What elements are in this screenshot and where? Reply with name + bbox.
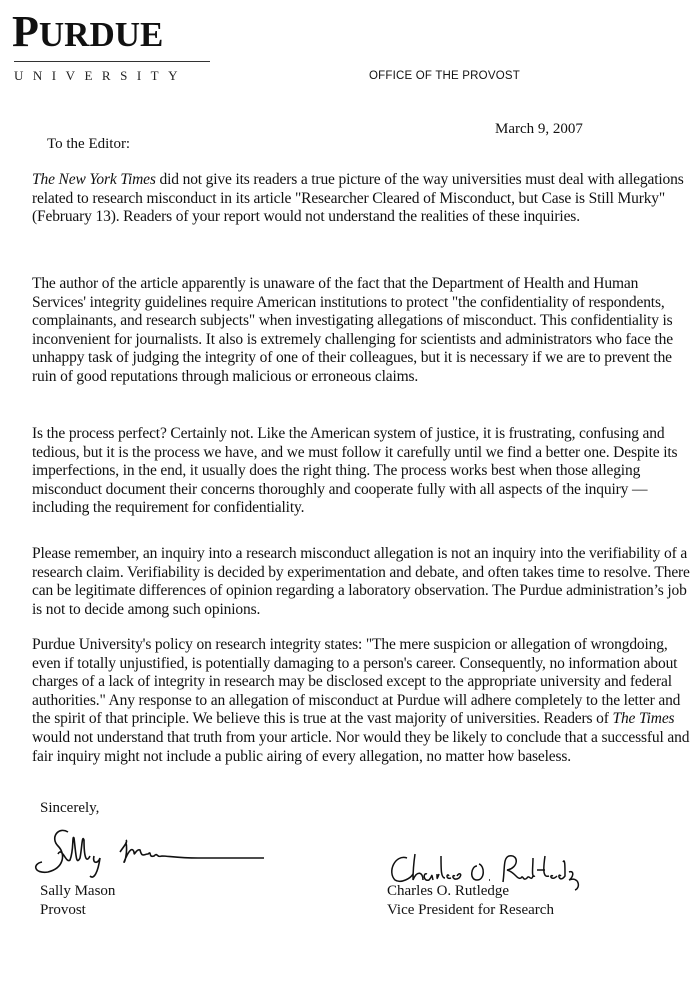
signer-title: Vice President for Research [387,902,554,918]
salutation: To the Editor: [47,136,131,152]
paragraph-1 [32,171,692,227]
paragraph-2: The author of the article apparently is unaware of the fact that the Department of Health and Human Services' integrity guidelines require American institutions to protect "the confidentiality of respondents, complainants, and research subjects" when investigating allegations of misconduct. This confidentiality is inconvenient for journalists. It also is extremely challenging for scientists and administrators who face the unhappy task of judging the integrity of one of their colleagues, but it is necessary if we are to prevent the ruin of good reputations through malicious or erroneous claims. [32,275,673,385]
signature-sally-mason [28,824,268,884]
logo-rest: URDUE [38,15,164,54]
signer-name: Charles O. Rutledge [387,883,510,899]
logo-subtitle: UNIVERSITY [14,68,187,83]
logo-initial: P [12,7,39,56]
logo-rule [14,61,210,62]
paragraph-5-text-a: Purdue University's policy on research integrity states: "The mere suspicion or allegation of wrongdoing, even if totally unjustified, is potentially damaging to a person's career. Consequently, no information about charges of a lack of integrity in research may be disclosed except to the appropriate university and federal authorities." Any response to an allegation of misconduct at Purdue will adhere completely to the letter and the spirit of that principle. We believe this is true at the vast majority of universities. Readers of [32,636,681,728]
signer-block-mason [40,882,115,920]
signer-block-rutledge [387,882,554,920]
publication-name: The New York Times [32,171,156,188]
signer-name: Sally Mason [40,883,116,899]
publication-name: The Times [612,710,675,728]
closing: Sincerely, [40,800,100,816]
purdue-logo [12,7,212,83]
paragraph-4: Please remember, an inquiry into a research misconduct allegation is not an inquiry into the verifiability of a research claim. Verifiability is decided by experimentation and debate, and often takes time to resolve. There can be legitimate differences of opinion regarding a laboratory observation. The Purdue administration’s job is not to decide among such opinions. [32,545,690,618]
paragraph-5 [32,636,692,766]
paragraph-5-text-b: would not understand that truth from your article. Nor would they be likely to conclude that a successful and fair inquiry might not include a public airing of every allegation, no matter how baseless. [32,728,690,765]
paragraph-1-text: did not give its readers a true picture of the way universities must deal with allegations related to research misconduct in its article "Researcher Cleared of Misconduct, but Case is Still Murky" (February 13). Readers of your report would not understand the realities of these inquiries. [32,171,684,226]
paragraph-3: Is the process perfect? Certainly not. Like the American system of justice, it is frustrating, confusing and tedious, but it is the process we have, and we must follow it carefully until we find a better one. Despite its imperfections, in the end, it usually does the right thing. The process works best when those alleging misconduct document their concerns thoroughly and cooperate fully with all aspects of the inquiry — including the requirement for confidentiality. [32,425,678,517]
letter-date: March 9, 2007 [495,121,583,137]
signer-title: Provost [40,902,86,918]
logo-wordmark [12,8,212,59]
office-heading: OFFICE OF THE PROVOST [369,70,520,82]
